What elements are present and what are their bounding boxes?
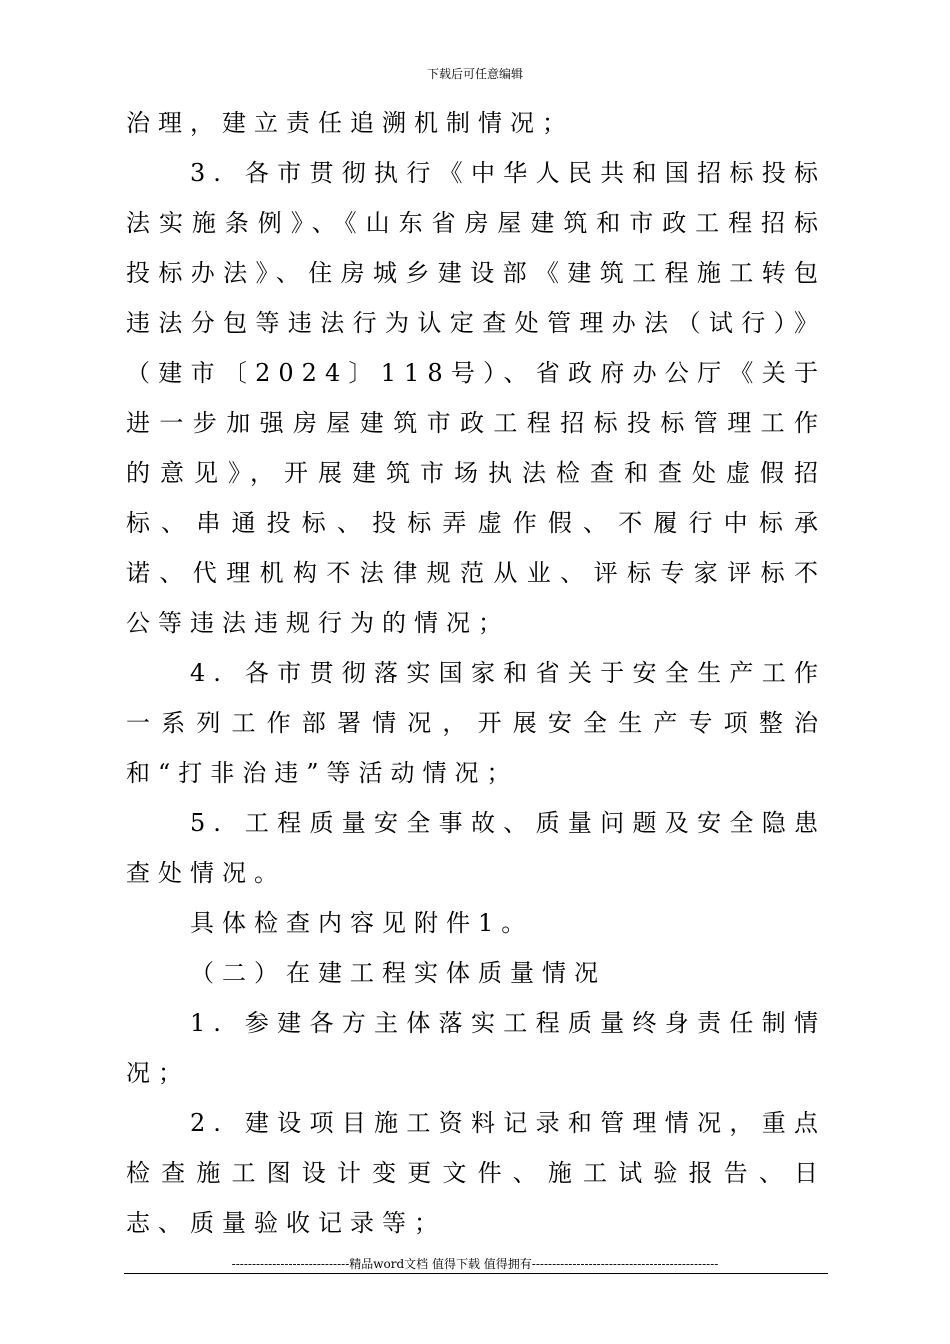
paragraph-subitem-2: 2. 建设项目施工资料记录和管理情况，重点检查施工图设计变更文件、施工试验报告、日志、质量验收记录等；	[126, 1109, 826, 1237]
paragraph-item-3: 3. 各市贯彻执行《中华人民共和国招标投标法实施条例》、《山东省房屋建筑和市政工程招标投标办法》、住房城乡建设部《建筑工程施工转包违法分包等违法行为认定查处管理办法（试行）》（建市〔2024〕118号）、省政府办公厅《关于进一步加强房屋建筑市政工程招标投标管理工作的意见》，开展建筑市场执法检查和查处虚假招标、串通投标、投标弄虚作假、不履行中标承诺、代理机构不法律规范从业、评标专家评标不公等违法违规行为的情况；	[126, 159, 826, 637]
document-body	[126, 98, 826, 1248]
footer-divider	[124, 1273, 828, 1274]
paragraph-attachment-note: 具体检查内容见附件1。	[190, 909, 534, 937]
paragraph-subitem-1: 1. 参建各方主体落实工程质量终身责任制情况；	[126, 1009, 826, 1087]
paragraph-1: 治理，建立责任追溯机制情况；	[126, 109, 574, 137]
section-heading-2: （二）在建工程实体质量情况	[190, 959, 606, 987]
paragraph-item-4: 4. 各市贯彻落实国家和省关于安全生产工作一系列工作部署情况，开展安全生产专项整治和“打非治违”等活动情况；	[126, 659, 826, 787]
paragraph-item-5: 5. 工程质量安全事故、质量问题及安全隐患查处情况。	[126, 809, 826, 887]
page-header: 下载后可任意编辑	[426, 67, 523, 81]
page-footer: -----------------------------精品word文档 值得下载 值得拥有----------------------------------------------	[231, 1257, 719, 1271]
